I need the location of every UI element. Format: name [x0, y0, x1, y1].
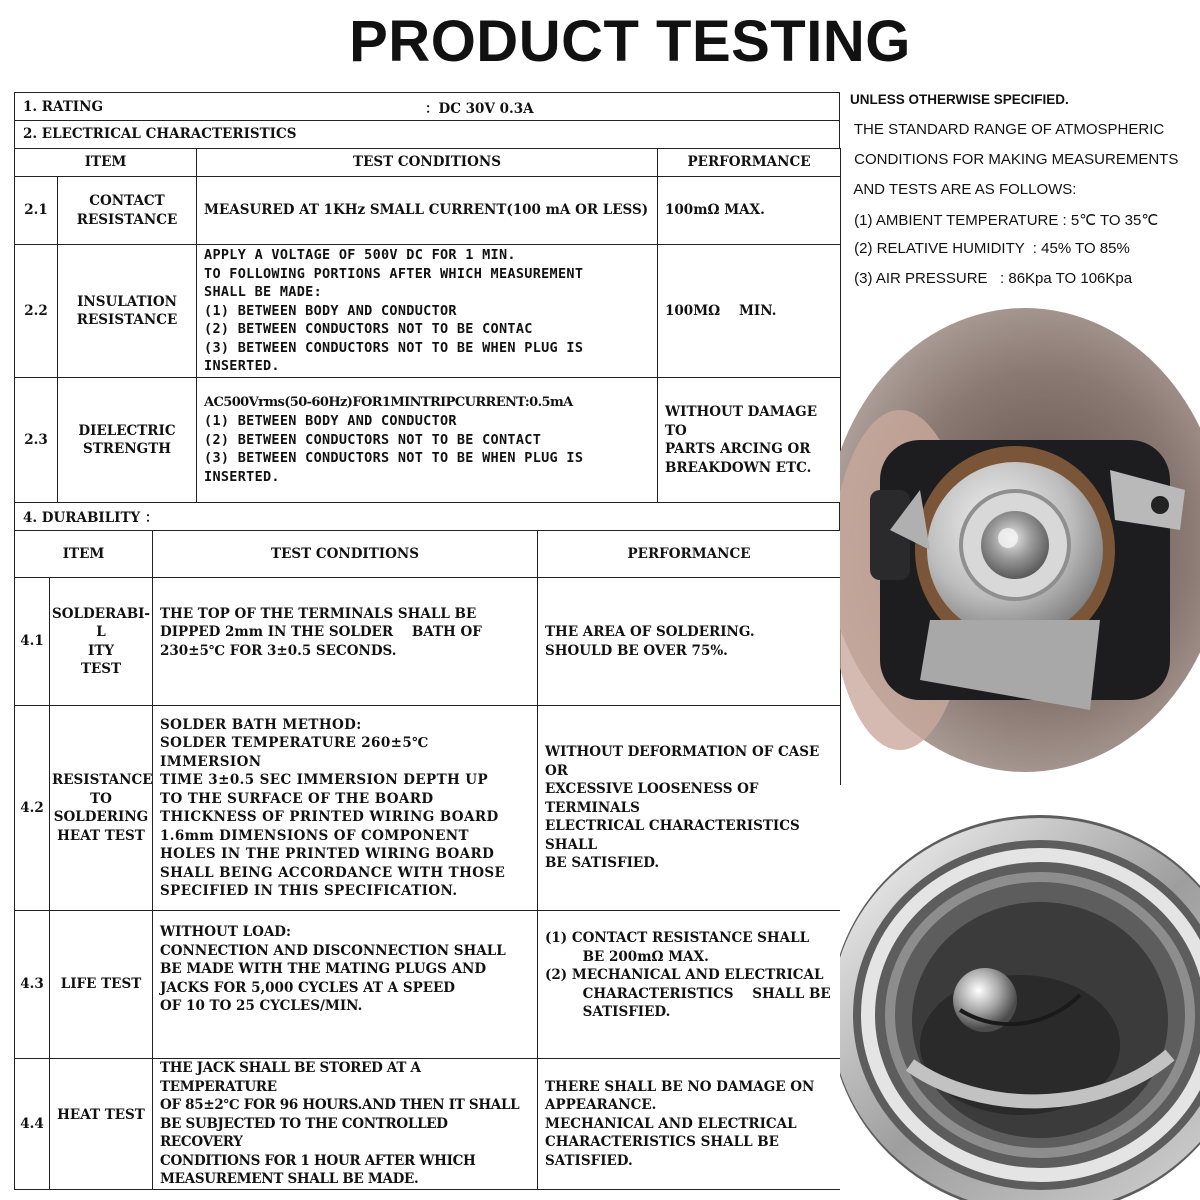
row-item: LIFE TEST	[50, 911, 153, 1059]
notes-line: AND TESTS ARE AS FOLLOWS:	[850, 181, 1077, 198]
header-conditions: TEST CONDITIONS	[197, 149, 658, 177]
row-number: 4.3	[15, 911, 50, 1059]
row-conditions: THE TOP OF THE TERMINALS SHALL BE DIPPED 2mm IN THE SOLDER BATH OF 230±5℃ FOR 3±0.5 SECONDS.	[153, 578, 538, 706]
rating-row	[14, 92, 840, 121]
electrical-heading-text: 2. ELECTRICAL CHARACTERISTICS	[23, 126, 297, 142]
durability-table	[14, 530, 841, 1190]
row-conditions: AC500Vrms(50-60Hz)FOR1MINTRIPCURRENT:0.5mA (1) BETWEEN BODY AND CONDUCTOR (2) BETWEEN CONDUCTORS NOT TO BE CONTACT (3) BETWEEN CONDUCTORS NOT TO BE WHEN PLUG IS INSERTED.	[197, 378, 658, 503]
durability-heading	[14, 502, 840, 530]
row-item: DIELECTRIC STRENGTH	[58, 378, 197, 503]
rating-value: ：DC 30V 0.3A	[425, 100, 534, 117]
durability-header-row	[15, 531, 841, 578]
notes-line: (3) AIR PRESSURE : 86Kpa TO 106Kpa	[850, 270, 1133, 287]
header-performance: PERFORMANCE	[658, 149, 841, 177]
header-conditions: TEST CONDITIONS	[153, 531, 538, 578]
electrical-header-row	[15, 149, 841, 177]
row-performance: THE AREA OF SOLDERING. SHOULD BE OVER 75%.	[538, 578, 841, 706]
row-number: 2.2	[15, 245, 58, 378]
row-item: SOLDERABI-L ITY TEST	[50, 578, 153, 706]
electrical-table	[14, 148, 841, 503]
row-number: 4.2	[15, 706, 50, 911]
header-item: ITEM	[15, 149, 197, 177]
table-row	[15, 1059, 841, 1190]
row-conditions: WITHOUT LOAD: CONNECTION AND DISCONNECTION SHALL BE MADE WITH THE MATING PLUGS AND JACKS FOR 5,000 CYCLES AT A SPEED OF 10 TO 25 CYCLES/MIN.	[153, 911, 538, 1059]
table-row	[15, 706, 841, 911]
electrical-heading	[14, 120, 840, 149]
row-number: 4.4	[15, 1059, 50, 1190]
row-item: CONTACT RESISTANCE	[58, 177, 197, 245]
row-performance: THERE SHALL BE NO DAMAGE ON APPEARANCE. MECHANICAL AND ELECTRICAL CHARACTERISTICS SHALL BE SATISFIED.	[538, 1059, 841, 1190]
notes-line: THE STANDARD RANGE OF ATMOSPHERIC	[850, 121, 1165, 138]
row-item: INSULATION RESISTANCE	[58, 245, 197, 378]
table-row	[15, 177, 841, 245]
notes-line: (2) RELATIVE HUMIDITY : 45% TO 85%	[850, 240, 1130, 257]
row-number: 2.1	[15, 177, 58, 245]
row-performance: WITHOUT DEFORMATION OF CASE OR EXCESSIVE LOOSENESS OF TERMINALS ELECTRICAL CHARACTERISTICS SHALL BE SATISFIED.	[538, 706, 841, 911]
row-conditions: APPLY A VOLTAGE OF 500V DC FOR 1 MIN. TO FOLLOWING PORTIONS AFTER WHICH MEASUREMENT SHALL BE MADE: (1) BETWEEN BODY AND CONDUCTOR (2) BETWEEN CONDUCTORS NOT TO BE CONTAC (3) BETWEEN CONDUCTORS NOT TO BE WHEN PLUG IS INSERTED.	[197, 245, 658, 378]
header-performance: PERFORMANCE	[538, 531, 841, 578]
row-performance: (1) CONTACT RESISTANCE SHALL BE 200mΩ MAX. (2) MECHANICAL AND ELECTRICAL CHARACTERISTICS SHALL BE SATISFIED.	[538, 911, 841, 1059]
row-conditions: MEASURED AT 1KHz SMALL CURRENT(100 mA OR LESS)	[197, 177, 658, 245]
row-conditions: THE JACK SHALL BE STORED AT A TEMPERATURE OF 85±2℃ FOR 96 HOURS.AND THEN IT SHALL BE SUBJECTED TO THE CONTROLLED RECOVERY CONDITIONS FOR 1 HOUR AFTER WHICH MEASUREMENT SHALL BE MADE.	[153, 1059, 538, 1190]
table-row	[15, 578, 841, 706]
rating-label: 1. RATING	[23, 98, 103, 115]
row-performance: 100MΩ MIN.	[658, 245, 841, 378]
header-item: ITEM	[15, 531, 153, 578]
notes-line: UNLESS OTHERWISE SPECIFIED.	[850, 92, 1069, 107]
table-row	[15, 911, 841, 1059]
row-performance: WITHOUT DAMAGE TO PARTS ARCING OR BREAKDOWN ETC.	[658, 378, 841, 503]
page-title: PRODUCT TESTING	[349, 9, 911, 74]
table-row	[15, 245, 841, 378]
jack-thread-photo	[840, 785, 1200, 1200]
row-item: RESISTANCE TO SOLDERING HEAT TEST	[50, 706, 153, 911]
jack-front-photo	[840, 300, 1200, 780]
notes-line: CONDITIONS FOR MAKING MEASUREMENTS	[850, 151, 1179, 168]
row-conditions: SOLDER BATH METHOD: SOLDER TEMPERATURE 260±5℃ IMMERSION TIME 3±0.5 SEC IMMERSION DEPTH UP TO THE SURFACE OF THE BOARD THICKNESS OF PRINTED WIRING BOARD 1.6mm DIMENSIONS OF COMPONENT HOLES IN THE PRINTED WIRING BOARD SHALL BEING ACCORDANCE WITH THOSE SPECIFIED IN THIS SPECIFICATION.	[153, 706, 538, 911]
row-number: 2.3	[15, 378, 58, 503]
durability-heading-text: 4. DURABILITY ：	[23, 510, 159, 526]
row-item: HEAT TEST	[50, 1059, 153, 1190]
table-row	[15, 378, 841, 503]
row-performance: 100mΩ MAX.	[658, 177, 841, 245]
notes-line: (1) AMBIENT TEMPERATURE : 5℃ TO 35℃	[850, 212, 1159, 229]
row-number: 4.1	[15, 578, 50, 706]
